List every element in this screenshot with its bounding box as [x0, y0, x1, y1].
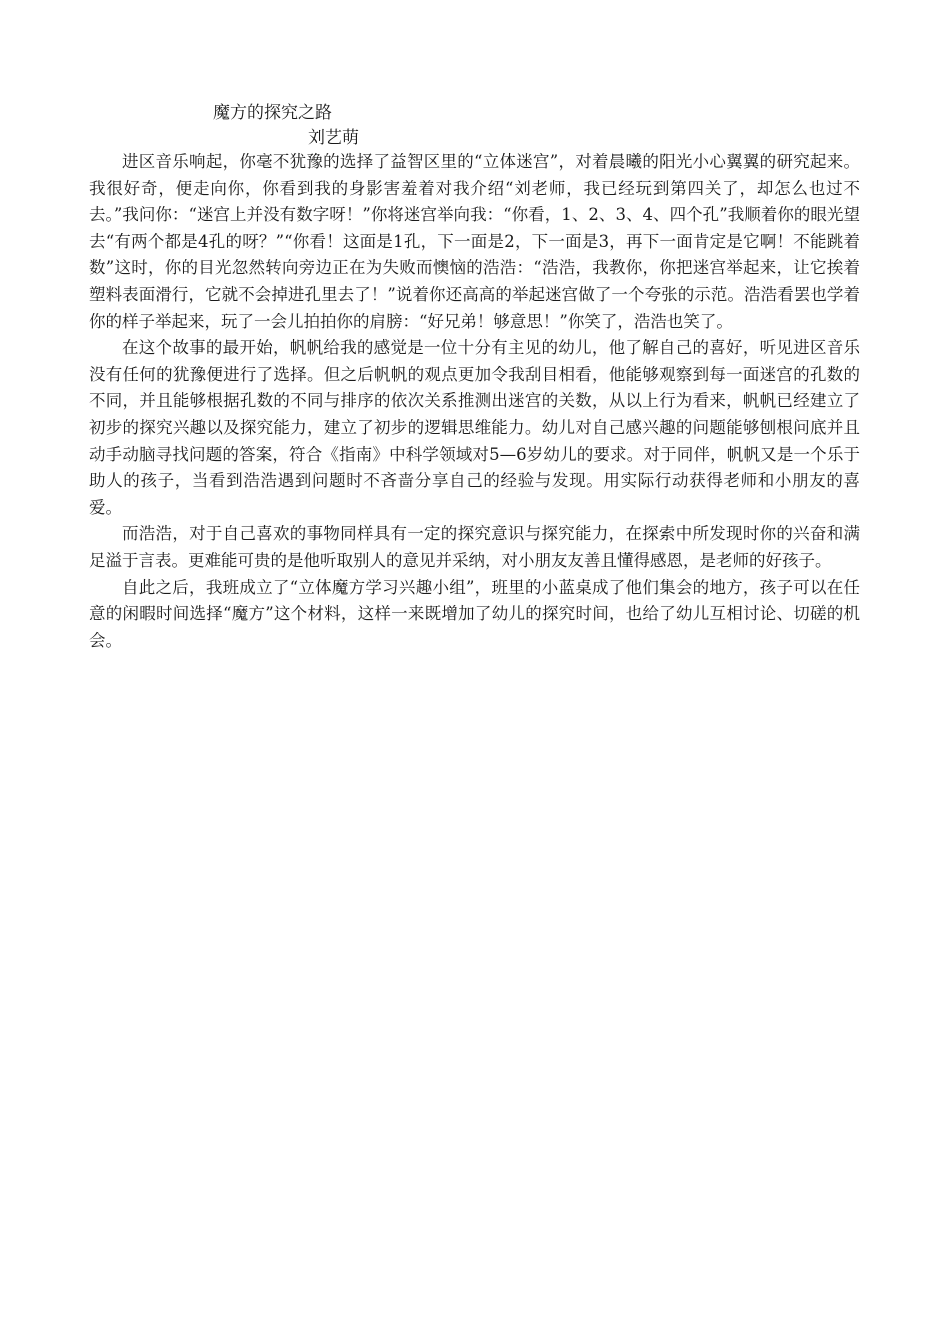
document-body: [89, 149, 860, 654]
document-title: 魔方的探究之路: [213, 103, 332, 123]
document-author: 刘艺萌: [308, 128, 359, 148]
paragraph-2: 在这个故事的最开始，帆帆给我的感觉是一位十分有主见的幼儿，他了解自己的喜好，听见进区音乐没有任何的犹豫便进行了选择。但之后帆帆的观点更加令我刮目相看，他能够观察到每一面迷宫的孔数的不同，并且能够根据孔数的不同与排序的依次关系推测出迷宫的关数，从以上行为看来，帆帆已经建立了初步的探究兴趣以及探究能力，建立了初步的逻辑思维能力。幼儿对自己感兴趣的问题能够刨根问底并且动手动脑寻找问题的答案，符合《指南》中科学领域对5—6岁幼儿的要求。对于同伴，帆帆又是一个乐于助人的孩子，当看到浩浩遇到问题时不吝啬分享自己的经验与发现。用实际行动获得老师和小朋友的喜爱。: [89, 338, 860, 517]
paragraph-3: 而浩浩，对于自己喜欢的事物同样具有一定的探究意识与探究能力，在探索中所发现时你的兴奋和满足溢于言表。更难能可贵的是他听取别人的意见并采纳，对小朋友友善且懂得感恩，是老师的好孩子。: [89, 524, 860, 570]
paragraph-1: 进区音乐响起，你毫不犹豫的选择了益智区里的“立体迷宫”，对着晨曦的阳光小心翼翼的研究起来。我很好奇，便走向你，你看到我的身影害羞着对我介绍“刘老师，我已经玩到第四关了，却怎么也过不去。”我问你：“迷宫上并没有数字呀！”你将迷宫举向我：“你看，1、2、3、4、四个孔”我顺着你的眼光望去“有两个都是4孔的呀？”“你看！这面是1孔，下一面是2，下一面是3，再下一面肯定是它啊！不能跳着数”这时，你的目光忽然转向旁边正在为失败而懊恼的浩浩：“浩浩，我教你，你把迷宫举起来，让它挨着塑料表面滑行，它就不会掉进孔里去了！”说着你还高高的举起迷宫做了一个夸张的示范。浩浩看罢也学着你的样子举起来，玩了一会儿拍拍你的肩膀：“好兄弟！够意思！”你笑了，浩浩也笑了。: [89, 152, 860, 331]
paragraph-4: 自此之后，我班成立了“立体魔方学习兴趣小组”，班里的小蓝桌成了他们集会的地方，孩子可以在任意的闲暇时间选择“魔方”这个材料，这样一来既增加了幼儿的探究时间，也给了幼儿互相讨论、切磋的机会。: [89, 577, 860, 650]
